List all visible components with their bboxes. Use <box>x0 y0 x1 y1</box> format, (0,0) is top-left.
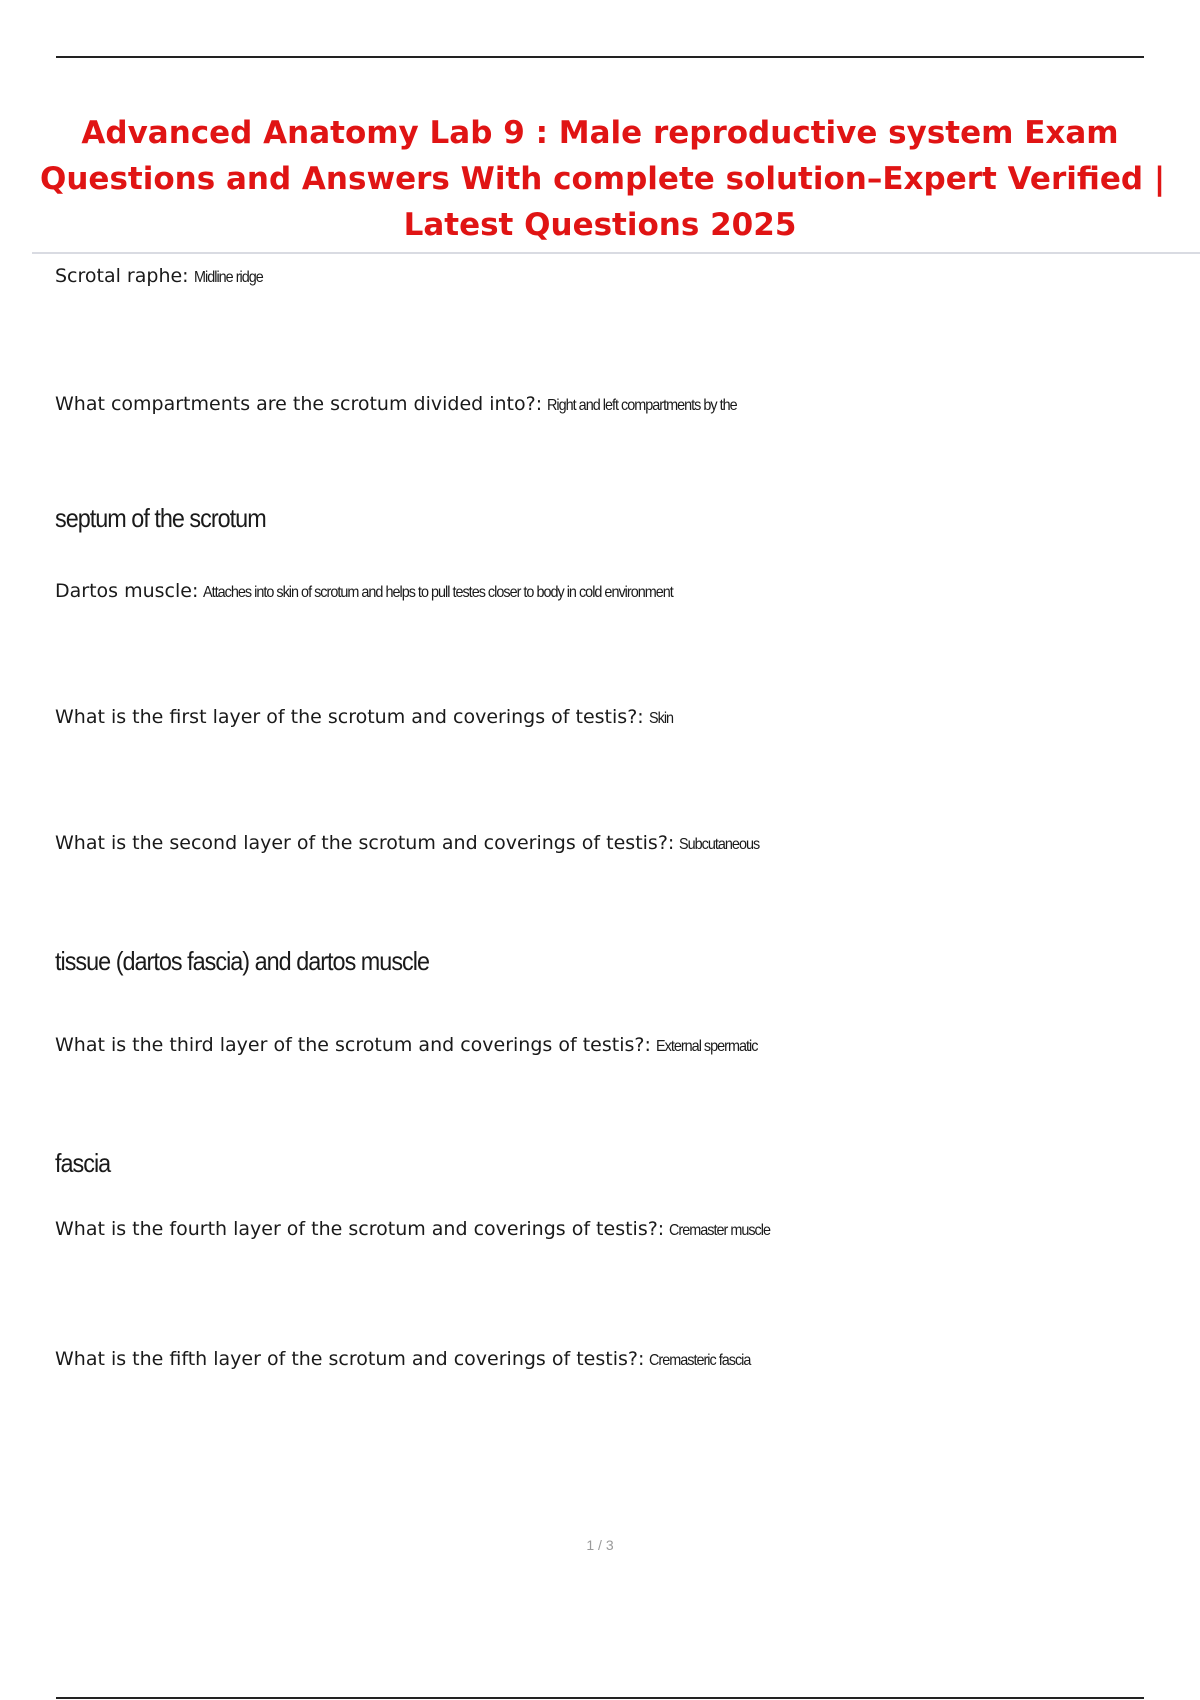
question-text: What compartments are the scrotum divided into?: <box>55 393 543 415</box>
title-line-1: Advanced Anatomy Lab 9 : Male reproductive system Exam <box>81 115 1119 151</box>
question-text: What is the second layer of the scrotum and coverings of testis?: <box>55 832 675 854</box>
qa-entry-first-layer <box>55 706 1200 728</box>
qa-entry-scrotal-raphe <box>55 265 1200 287</box>
qa-entry-third-layer <box>55 1034 1200 1056</box>
top-divider <box>56 56 1144 58</box>
answer-text: Right and left compartments by the <box>547 397 737 414</box>
answer-text: Midline ridge <box>193 269 263 286</box>
question-text: What is the fifth layer of the scrotum and coverings of testis?: <box>55 1348 645 1370</box>
question-text: Scrotal raphe: <box>55 265 189 287</box>
answer-continuation: septum of the scrotum <box>55 503 266 533</box>
answer-continuation: tissue (dartos fascia) and dartos muscle <box>55 946 429 976</box>
qa-entry-second-layer <box>55 832 1200 854</box>
page-number: 1 / 3 <box>586 1537 614 1553</box>
qa-entry-fifth-layer <box>55 1348 1200 1370</box>
title-line-2: Questions and Answers With complete solution–Expert Verified | <box>40 161 1166 197</box>
answer-continuation: fascia <box>55 1148 111 1178</box>
document-title <box>40 110 1166 248</box>
question-text: What is the first layer of the scrotum and coverings of testis?: <box>55 706 644 728</box>
answer-text: Skin <box>648 710 673 727</box>
question-text: Dartos muscle: <box>55 580 199 602</box>
question-text: What is the third layer of the scrotum and coverings of testis?: <box>55 1034 651 1056</box>
answer-text: Attaches into skin of scrotum and helps to pull testes closer to body in cold environment <box>203 584 674 601</box>
answer-text: Cremasteric fascia <box>649 1352 751 1369</box>
answer-text: Subcutaneous <box>679 836 760 853</box>
title-divider <box>32 252 1200 254</box>
answer-text: External spermatic <box>655 1038 758 1055</box>
bottom-divider <box>56 1697 1144 1699</box>
title-line-3: Latest Questions 2025 <box>403 207 797 243</box>
qa-entry-scrotum-compartments <box>55 393 1200 415</box>
answer-text: Cremaster muscle <box>669 1222 771 1239</box>
qa-entry-dartos-muscle <box>55 580 1200 602</box>
qa-entry-fourth-layer <box>55 1218 1200 1240</box>
question-text: What is the fourth layer of the scrotum and coverings of testis?: <box>55 1218 665 1240</box>
